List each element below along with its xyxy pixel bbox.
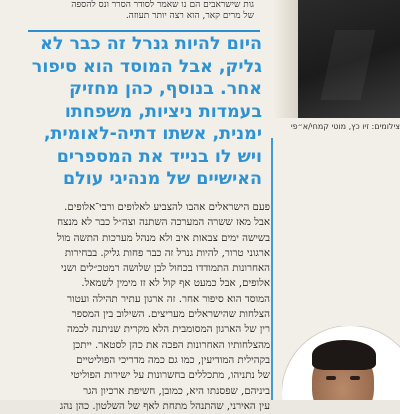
body-line: בשישה ימים צבאות איב ולא מנהל מערכות התשה מול bbox=[56, 232, 270, 244]
pull-quote-line: האישיים של מנהיגי עולם bbox=[63, 169, 262, 189]
body-line: האחרונות התמודדו בכחול לבן שלושה רמטכ״לים ושני bbox=[60, 263, 270, 275]
article-photo bbox=[272, 0, 400, 118]
pull-quote-line: ויש לו בנייד את המספרים bbox=[56, 146, 262, 167]
body-line: פעם הישראלים אהבו להצביע לאלופים ורבי־אלופים. bbox=[64, 202, 270, 213]
photo-caption: צילומים: זיו כץ, מוטי קמחי/א״פי bbox=[290, 122, 400, 131]
pull-quote-line: היום להיות גנרל זה כבר לא bbox=[40, 34, 262, 54]
body-line: רין של הארגון המסומבית הלא מקרית שניתנה לכמה bbox=[67, 324, 270, 336]
column-divider bbox=[271, 138, 273, 400]
body-line: עין האירני, שהתנהל מתחת לאף של השלטון. כהן נהג bbox=[59, 400, 270, 412]
pull-quote-line: גליק, אבל המוסד הוא סיפור bbox=[31, 56, 262, 77]
body-line: בקהילית המודיעין, כמו גם כמה מדריכי הפוליטיים bbox=[76, 354, 270, 366]
body-line: מהצלחותיו האחרונות הפכה את כהן לסטאר. ייתכן bbox=[72, 339, 270, 351]
body-line: המוסד הוא סיפור אחר. זה ארגון עתיר תהילה ועטור bbox=[66, 293, 270, 305]
top-text-line: של מרים קאר, הוא רצה יותר תעוזה. bbox=[125, 11, 254, 21]
body-line: אלופים, אבל כמעט אף קול לא זז מימין לשמאל. bbox=[81, 278, 270, 290]
pull-quote bbox=[20, 33, 262, 191]
body-line: ארגוני טרור, להיות גנרל זה כבר פחות גליק. בבחירות bbox=[64, 247, 270, 259]
body-line: הצלחות שהישראלים מעריצים. השילוב בין המספר bbox=[71, 309, 270, 321]
article-top-text bbox=[0, 0, 260, 22]
article-body bbox=[0, 200, 270, 414]
pull-quote-rule bbox=[28, 30, 260, 32]
portrait-photo bbox=[282, 326, 400, 400]
pull-quote-line: בעמדות ניציות, משפחתו bbox=[64, 101, 262, 122]
top-text-line: גות שישראבים הם נו שאמר לסודר הסרר ונס להספה bbox=[71, 0, 254, 10]
body-line: ביניהם, שפסנתו היא, כמובן, חשיפת ארכיון הגר bbox=[83, 385, 270, 397]
body-line: אבל מאז ששרה המערכה השתנה וצה״ל כבר לא מנצח bbox=[57, 217, 270, 229]
pull-quote-line: אחר. בנוסף, כהן מחזיק bbox=[69, 79, 262, 99]
body-line: של נתניהו, מתכללים בחשרונות על ישירות הפוליטי bbox=[70, 370, 270, 382]
pull-quote-line: ימנית, אשתו דתיה-לאומית, bbox=[43, 124, 262, 144]
